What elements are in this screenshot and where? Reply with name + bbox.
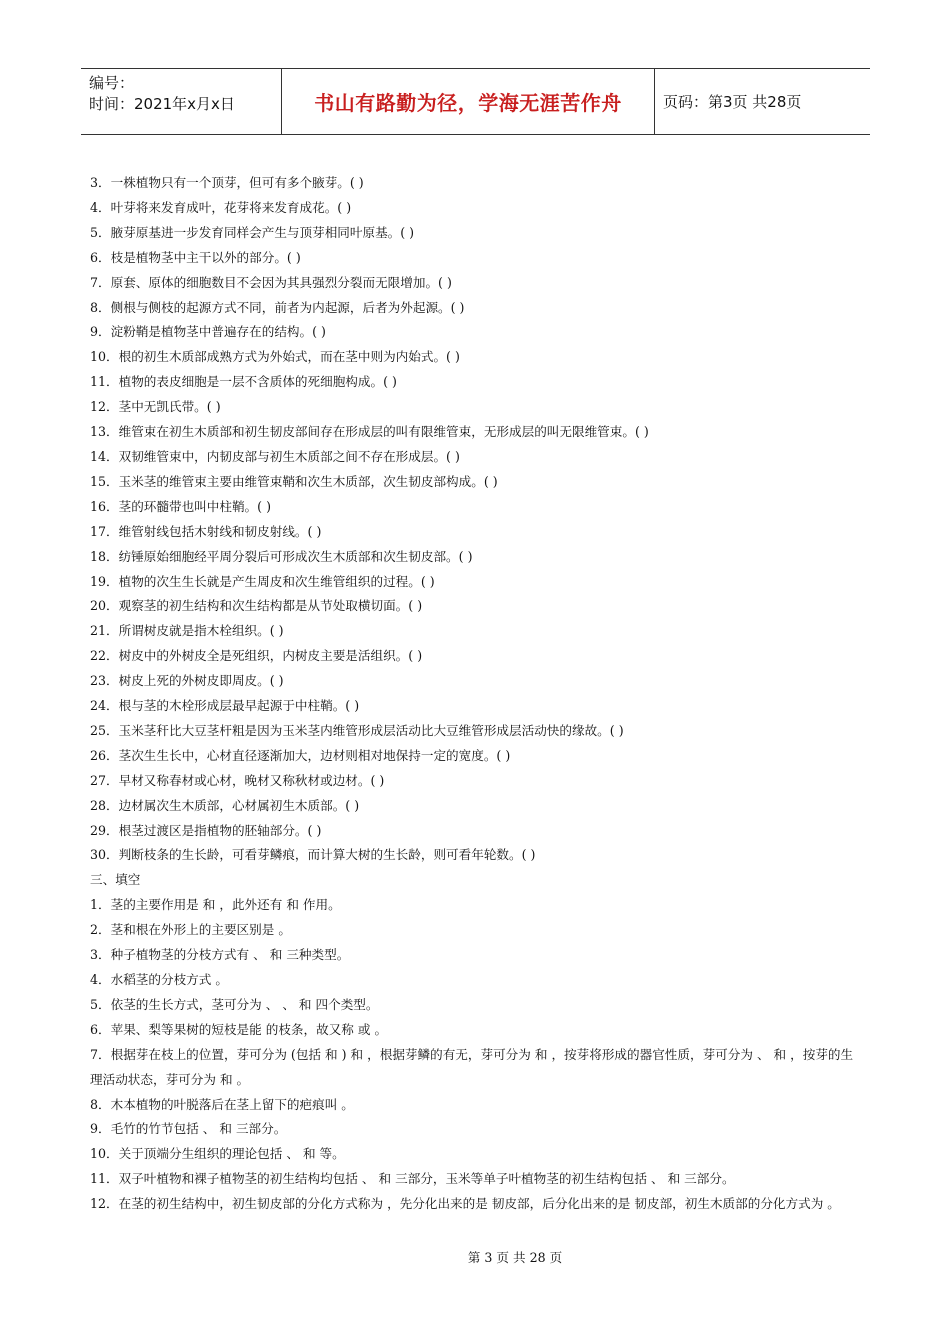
question-line: 5．依茎的生长方式，茎可分为 、 、 和 四个类型。	[90, 996, 379, 1012]
question-line: 19．植物的次生生长就是产生周皮和次生维管组织的过程。( )	[90, 573, 435, 589]
question-line: 23．树皮上死的外树皮即周皮。( )	[90, 673, 284, 689]
question-line: 7．根据芽在枝上的位置，芽可分为 (包括 和 ) 和 ，根据芽鳞的有无，芽可分为 和 ，按芽将形成的器官性质，芽可分为 、 和 ，按芽的生理活动状态，芽可分为 和 。	[90, 1046, 854, 1087]
section-heading: 三、填空	[90, 872, 141, 888]
question-line: 3．种子植物茎的分枝方式有 、 和 三种类型。	[90, 947, 350, 963]
page-header	[81, 68, 870, 135]
question-line: 8．侧根与侧枝的起源方式不同，前者为内起源，后者为外起源。( )	[90, 299, 465, 315]
page-footer: 第 3 页 共 28 页	[467, 1250, 563, 1265]
question-line: 14．双韧维管束中，内韧皮部与初生木质部之间不存在形成层。( )	[90, 448, 460, 464]
question-line: 4．叶芽将来发育成叶，花芽将来发育成花。( )	[90, 199, 352, 215]
document-body	[90, 171, 865, 1217]
question-line: 10．关于顶端分生组织的理论包括 、 和 等。	[90, 1146, 345, 1162]
question-line: 30．判断枝条的生长龄，可看芽鳞痕，而计算大树的生长龄，则可看年轮数。( )	[90, 847, 536, 863]
page-label: 页码：第3页 共28页	[663, 93, 802, 111]
question-line: 7．原套、原体的细胞数目不会因为其具强烈分裂而无限增加。( )	[90, 274, 452, 290]
question-line: 9．毛竹的竹节包括 、 和 三部分。	[90, 1121, 287, 1137]
question-line: 6．枝是植物茎中主干以外的部分。( )	[90, 249, 301, 265]
question-line: 16．茎的环髓带也叫中柱鞘。( )	[90, 498, 271, 514]
question-line: 6．苹果、梨等果树的短枝是能 的枝条，故又称 或 。	[90, 1021, 388, 1037]
question-line: 25．玉米茎秆比大豆茎杆粗是因为玉米茎内维管形成层活动比大豆维管形成层活动快的缘故。( )	[90, 722, 624, 738]
question-line: 17．维管射线包括木射线和韧皮射线。( )	[90, 523, 322, 539]
question-line: 2．茎和根在外形上的主要区别是 。	[90, 922, 291, 938]
question-line: 22．树皮中的外树皮全是死组织，内树皮主要是活组织。( )	[90, 648, 423, 664]
question-line: 29．根茎过渡区是指植物的胚轴部分。( )	[90, 822, 322, 838]
header-left-cell	[81, 69, 281, 134]
question-line: 21．所谓树皮就是指木栓组织。( )	[90, 623, 284, 639]
question-line: 24．根与茎的木栓形成层最早起源于中柱鞘。( )	[90, 698, 360, 714]
date-label: 时间：2021年x月x日	[89, 95, 235, 113]
question-line: 4．水稻茎的分枝方式 。	[90, 972, 228, 987]
question-line: 18．纺锤原始细胞经平周分裂后可形成次生木质部和次生韧皮部。( )	[90, 548, 473, 564]
question-line: 10．根的初生木质部成熟方式为外始式，而在茎中则为内始式。( )	[90, 349, 460, 365]
motto: 书山有路勤为径，学海无涯苦作舟	[281, 69, 655, 134]
question-line: 12．在茎的初生结构中，初生韧皮部的分化方式称为 ，先分化出来的是 韧皮部，后分化出来的是 韧皮部，初生木质部的分化方式为 。	[90, 1196, 840, 1212]
question-line: 13．维管束在初生木质部和初生韧皮部间存在形成层的叫有限维管束，无形成层的叫无限维管束。( )	[90, 424, 649, 440]
question-line: 9．淀粉鞘是植物茎中普遍存在的结构。( )	[90, 324, 326, 340]
question-line: 15．玉米茎的维管束主要由维管束鞘和次生木质部，次生韧皮部构成。( )	[90, 473, 498, 489]
question-line: 11．植物的表皮细胞是一层不含质体的死细胞构成。( )	[90, 374, 397, 390]
question-line: 27．早材又称春材或心材，晚材又称秋材或边材。( )	[90, 772, 385, 788]
question-line: 11．双子叶植物和裸子植物茎的初生结构均包括 、 和 三部分，玉米等单子叶植物茎的初生结构包括 、 和 三部分。	[90, 1171, 735, 1187]
question-line: 12．茎中无凯氏带。( )	[90, 399, 221, 415]
question-line: 20．观察茎的初生结构和次生结构都是从节处取横切面。( )	[90, 598, 423, 614]
question-line: 5．腋芽原基进一步发育同样会产生与顶芽相同叶原基。( )	[90, 224, 415, 240]
question-line: 28．边材属次生木质部，心材属初生木质部。( )	[90, 797, 360, 813]
serial-label: 编号：	[89, 74, 135, 92]
question-line: 1．茎的主要作用是 和 ，此外还有 和 作用。	[90, 897, 341, 913]
question-line: 8．木本植物的叶脱落后在茎上留下的疤痕叫 。	[90, 1096, 354, 1112]
question-line: 26．茎次生生长中，心材直径逐渐加大，边材则相对地保持一定的宽度。( )	[90, 747, 511, 763]
question-line: 3．一株植物只有一个顶芽，但可有多个腋芽。( )	[90, 175, 364, 190]
